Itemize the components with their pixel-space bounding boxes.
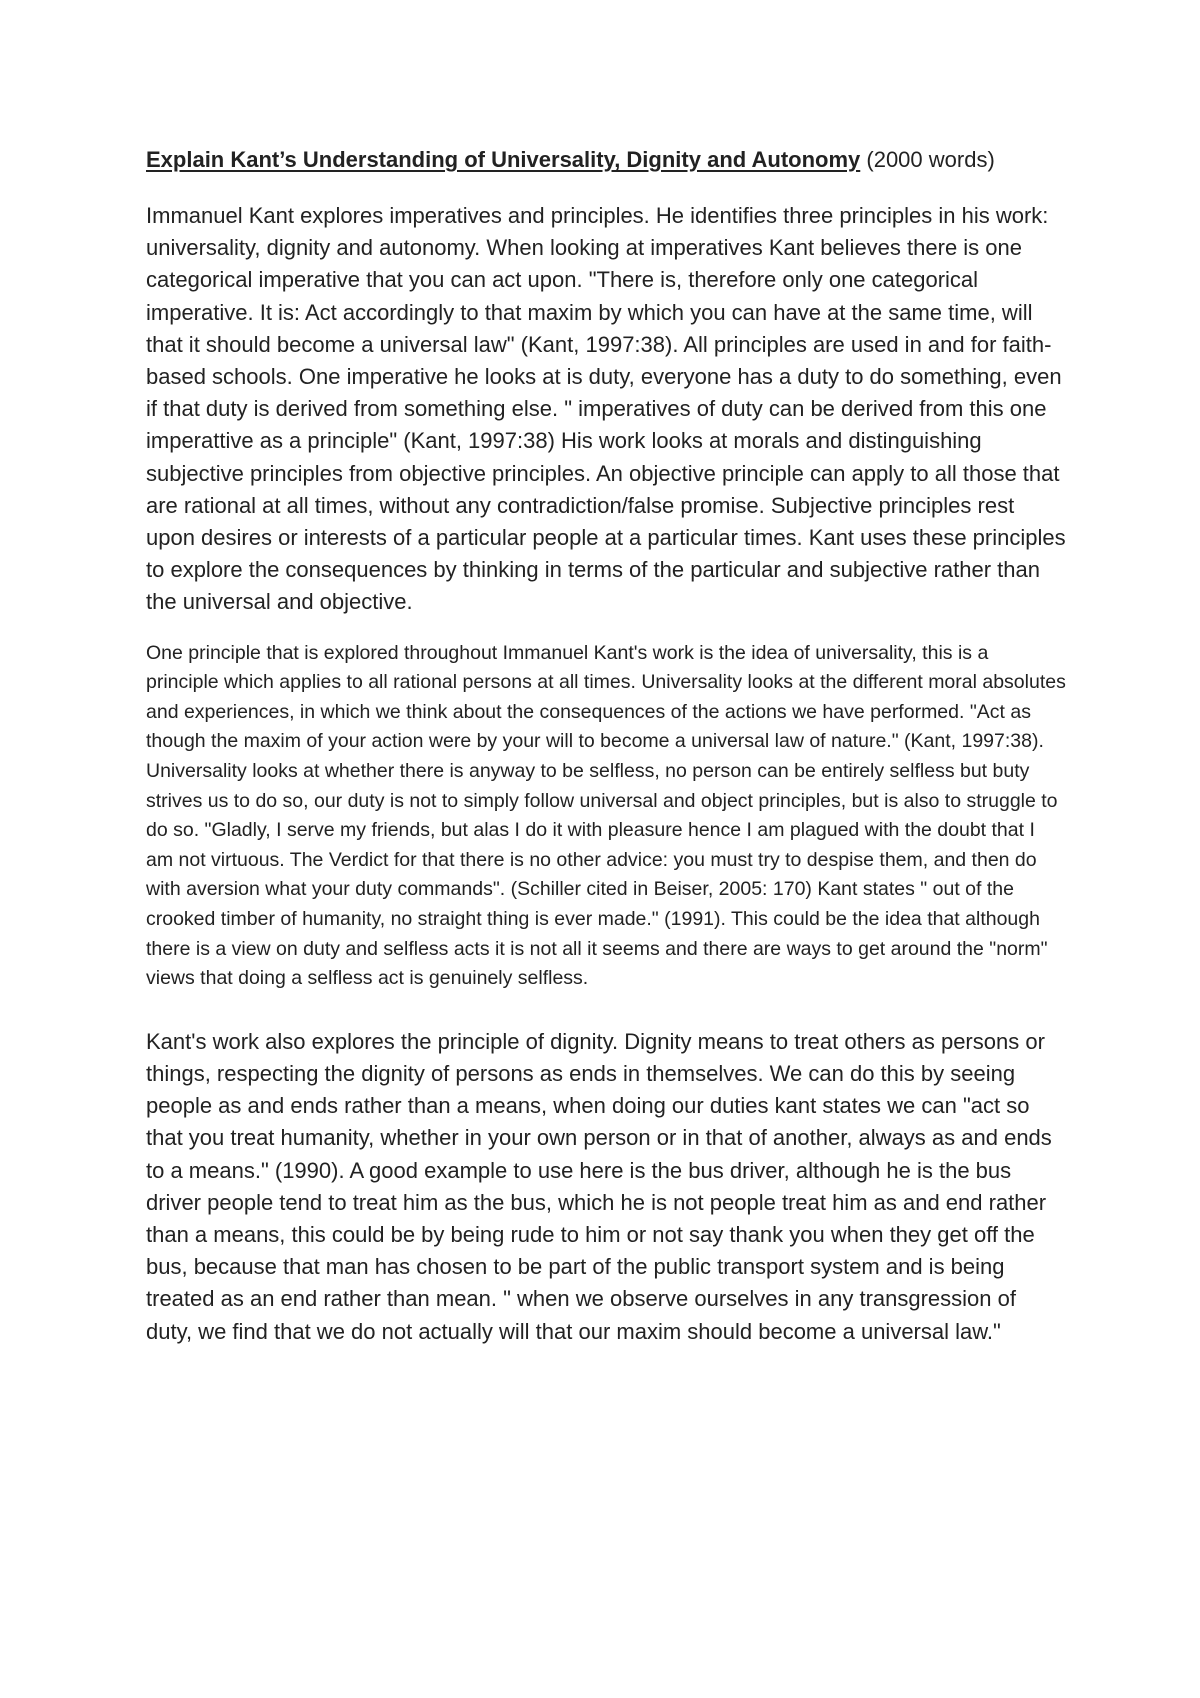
paragraph-universality: One principle that is explored throughout Immanuel Kant's work is the idea of universality, this is a principle which applies to all rational persons at all times. Universality looks at the different moral absolutes and experiences, in which we think about the consequences of the actions we have performed. "Act as though the maxim of your action were by your will to become a universal law of nature." (Kant, 1997:38). Universality looks at whether there is anyway to be selfless, no person can be entirely selfless but buty strives us to do so, our duty is not to simply follow universal and object principles, but is also to struggle to do so. "Gladly, I serve my friends, but alas I do it with pleasure hence I am plagued with the doubt that I am not virtuous. The Verdict for that there is no other advice: you must try to despise them, and then do with aversion what your duty commands". (Schiller cited in Beiser, 2005: 170) Kant states " out of the crooked timber of humanity, no straight thing is ever made." (1991). This could be the idea that although there is a view on duty and selfless acts it is not all it seems and there are ways to get around the "norm" views that doing a selfless act is genuinely selfless. [146,641,1066,990]
essay-title-word-count: (2000 words) [860,147,995,172]
paragraph-dignity: Kant's work also explores the principle of dignity. Dignity means to treat others as persons or things, respecting the dignity of persons as ends in themselves. We can do this by seeing people as and ends rather than a means, when doing our duties kant states we can "act so that you treat humanity, whether in your own person or in that of another, always as and ends to a means." (1990). A good example to use here is the bus driver, although he is the bus driver people tend to treat him as the bus, which he is not people treat him as and end rather than a means, this could be by being rude to him or not say thank you when they get off the bus, because that man has chosen to be part of the public transport system and is being treated as an end rather than mean. " when we observe ourselves in any transgression of duty, we find that we do not actually will that our maxim should become a universal law." [146,1028,1052,1344]
essay-title [146,144,1066,176]
paragraph-imperatives: Immanuel Kant explores imperatives and principles. He identifies three principles in his work: universality, dignity and autonomy. When looking at imperatives Kant believes there is one categorical imperative that you can act upon. "There is, therefore only one categorical imperative. It is: Act accordingly to that maxim by which you can have at the same time, will that it should become a universal law" (Kant, 1997:38). All principles are used in and for faith-based schools. One imperative he looks at is duty, everyone has a duty to do something, even if that duty is derived from something else. " imperatives of duty can be derived from this one imperattive as a principle" (Kant, 1997:38) His work looks at morals and distinguishing subjective principles from objective principles. An objective principle can apply to all those that are rational at all times, without any contradiction/false promise. Subjective principles rest upon desires or interests of a particular people at a particular times. Kant uses these principles to explore the consequences by thinking in terms of the particular and subjective rather than the universal and objective. [146,203,1066,615]
document-body [146,144,1066,1348]
essay-title-main: Explain Kant’s Understanding of Universality, Dignity and Autonomy [146,147,861,172]
